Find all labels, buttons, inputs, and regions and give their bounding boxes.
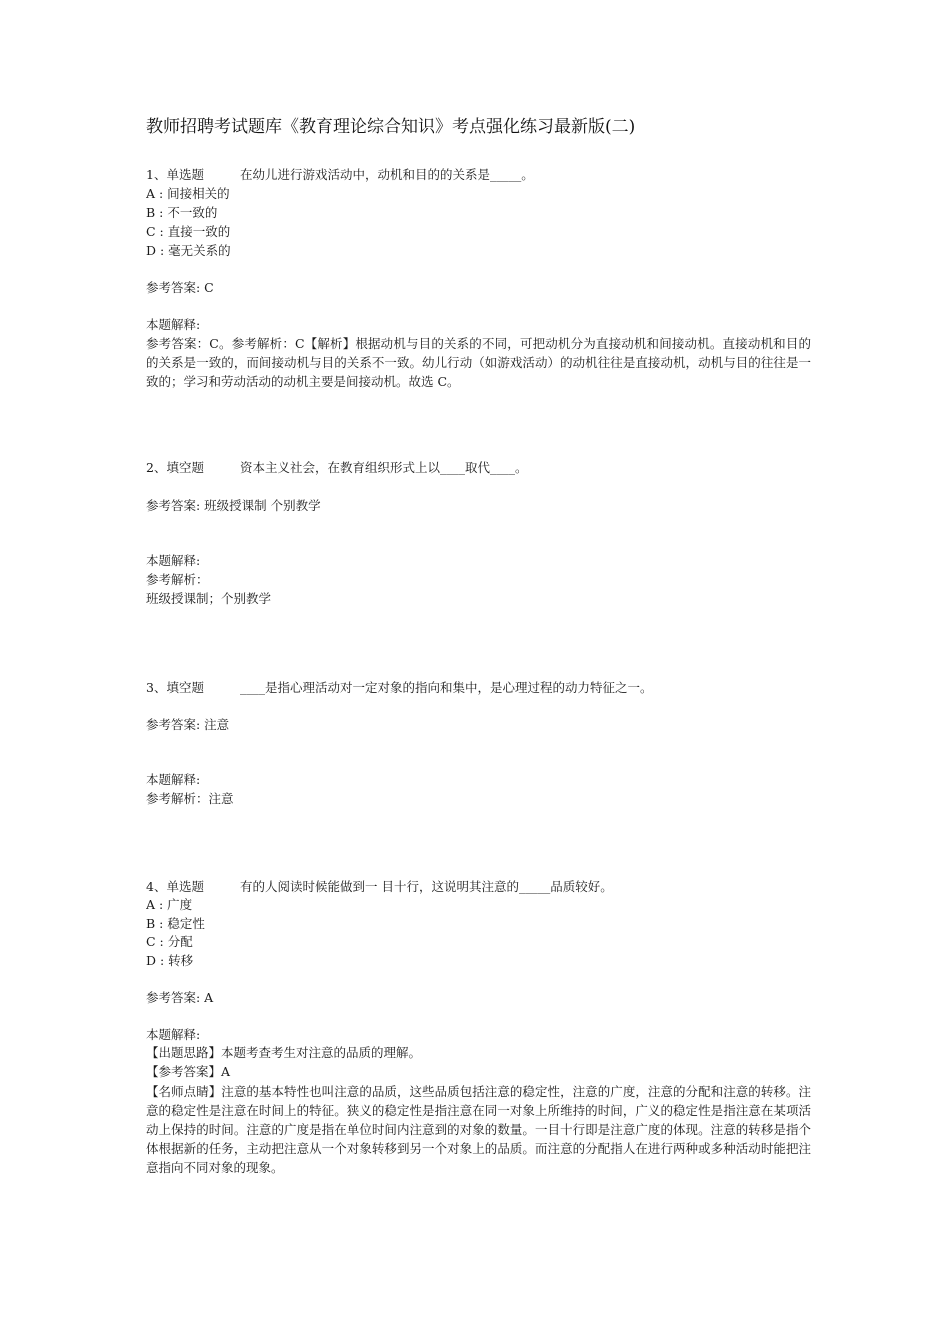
- question-4-explanation-line-1: 【出题思路】本题考查考生对注意的品质的理解。: [146, 1045, 422, 1060]
- question-1-stem: 在幼儿进行游戏活动中，动机和目的的关系是_____。: [240, 167, 534, 182]
- question-1-line: [146, 166, 811, 184]
- question-4-explanation-line-2: 【参考答案】A: [146, 1064, 231, 1079]
- question-1-explanation: 参考答案：C。参考解析：C【解析】根据动机与目的关系的不同，可把动机分为直接动机和间接动机。直接动机和目的的关系是一致的，而间接动机与目的关系不一致。幼儿行动（如游戏活动）的动机往往是直接动机，动机与目的往往是一致的；学习和劳动活动的动机主要是间接动机。故选 C。: [146, 336, 811, 389]
- question-4-option-c: C : 分配: [146, 934, 193, 949]
- question-1-option-c: C : 直接一致的: [146, 224, 231, 239]
- question-2-explanation-line-1: 参考解析：: [146, 572, 209, 587]
- question-3-explanation: 参考解析：注意: [146, 791, 234, 806]
- question-3-stem: ____是指心理活动对一定对象的指向和集中，是心理过程的动力特征之一。: [240, 680, 653, 695]
- question-2-explanation-label: 本题解释:: [146, 553, 201, 568]
- question-4-option-b: B : 稳定性: [146, 916, 205, 931]
- question-4-stem: 有的人阅读时候能做到一 目十行，这说明其注意的_____品质较好。: [240, 879, 613, 894]
- question-4-answer: 参考答案: A: [146, 990, 214, 1005]
- question-3-line: [146, 679, 811, 697]
- question-4-option-a: A : 广度: [146, 897, 193, 912]
- question-1-header: 1、单选题: [146, 167, 204, 182]
- question-3-explanation-label: 本题解释:: [146, 772, 201, 787]
- question-1-option-b: B : 不一致的: [146, 205, 218, 220]
- question-1-option-d: D : 毫无关系的: [146, 243, 231, 258]
- question-2-explanation-line-2: 班级授课制；个别教学: [146, 591, 272, 606]
- question-1-explanation-label: 本题解释:: [146, 317, 201, 332]
- question-4-header: 4、单选题: [146, 879, 204, 894]
- question-2-answer: 参考答案: 班级授课制 个别教学: [146, 498, 321, 513]
- question-4-explanation-label: 本题解释:: [146, 1027, 201, 1042]
- question-1-answer: 参考答案: C: [146, 280, 214, 295]
- question-2-header: 2、填空题: [146, 460, 204, 475]
- question-3-answer: 参考答案: 注意: [146, 717, 230, 732]
- question-3-header: 3、填空题: [146, 680, 204, 695]
- question-2-line: [146, 459, 811, 477]
- question-4-line: [146, 878, 811, 896]
- question-1-option-a: A : 间接相关的: [146, 186, 230, 201]
- question-2-stem: 资本主义社会，在教育组织形式上以____取代____。: [240, 460, 528, 475]
- document-title: 教师招聘考试题库《教育理论综合知识》考点强化练习最新版(二): [146, 117, 636, 137]
- question-4-explanation-line-3: 【名师点睛】注意的基本特性也叫注意的品质，这些品质包括注意的稳定性，注意的广度，注意的分配和注意的转移。注意的稳定性是注意在时间上的特征。狭义的稳定性是指注意在同一对象上所维持的时间，广义的稳定性是指注意在某项活动上保持的时间。注意的广度是指在单位时间内注意到的对象的数量。一目十行即是注意广度的体现。注意的转移是指个体根据新的任务，主动把注意从一个对象转移到另一个对象上的品质。而注意的分配指人在进行两种或多种活动时能把注意指向不同对象的现象。: [146, 1084, 811, 1175]
- question-4-option-d: D : 转移: [146, 953, 194, 968]
